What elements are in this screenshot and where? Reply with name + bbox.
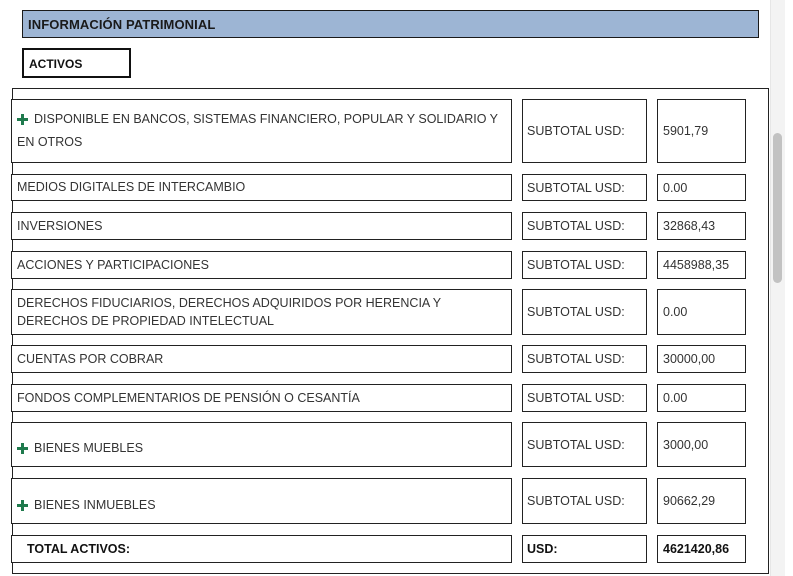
row-fondos-label-box — [11, 384, 512, 412]
scrollbar-thumb[interactable] — [773, 133, 782, 283]
row-muebles-value: 3000,00 — [657, 422, 746, 467]
row-label: FONDOS COMPLEMENTARIOS DE PENSIÓN O CESANTÍA — [17, 390, 360, 405]
row-cuentas-label-box — [11, 345, 512, 373]
row-disponible-value: 5901,79 — [657, 99, 746, 163]
total-label-box — [11, 535, 512, 563]
row-inmuebles-value: 90662,29 — [657, 478, 746, 524]
row-fondos-subtotal-label: SUBTOTAL USD: — [522, 384, 647, 412]
row-inversiones-subtotal-label: SUBTOTAL USD: — [522, 212, 647, 240]
row-derechos-label-box — [11, 289, 512, 335]
row-label: CUENTAS POR COBRAR — [17, 351, 164, 366]
row-inversiones-label-box — [11, 212, 512, 240]
row-label: ACCIONES Y PARTICIPACIONES — [17, 257, 209, 272]
row-muebles-label-box — [11, 422, 512, 467]
expand-plus-icon[interactable] — [17, 114, 28, 125]
section-header — [22, 10, 759, 38]
row-muebles-subtotal-label: SUBTOTAL USD: — [522, 422, 647, 467]
row-label: BIENES MUEBLES — [34, 441, 144, 455]
total-currency-label: USD: — [522, 535, 647, 563]
row-label: DISPONIBLE EN BANCOS, SISTEMAS FINANCIERO, POPULAR Y SOLIDARIO Y EN OTROS — [17, 112, 498, 149]
row-label: MEDIOS DIGITALES DE INTERCAMBIO — [17, 180, 246, 194]
row-fondos-value: 0.00 — [657, 384, 746, 412]
expand-plus-icon[interactable] — [17, 500, 28, 511]
row-disponible-subtotal-label: SUBTOTAL USD: — [522, 99, 647, 163]
row-acciones-label-box — [11, 251, 512, 279]
row-medios-subtotal-label: SUBTOTAL USD: — [522, 174, 647, 201]
row-label: INVERSIONES — [17, 218, 103, 233]
row-label: BIENES INMUEBLES — [34, 497, 156, 512]
section-title: INFORMACIÓN PATRIMONIAL — [28, 17, 216, 32]
row-label: DERECHOS FIDUCIARIOS, DERECHOS ADQUIRIDOS POR HERENCIA Y DERECHOS DE PROPIEDAD INTELECTUAL — [17, 296, 441, 328]
total-value: 4621420,86 — [657, 535, 746, 563]
row-cuentas-value: 30000,00 — [657, 345, 746, 373]
vertical-scrollbar[interactable] — [770, 0, 785, 576]
row-derechos-subtotal-label: SUBTOTAL USD: — [522, 289, 647, 335]
row-inversiones-value: 32868,43 — [657, 212, 746, 240]
row-disponible-label-box — [11, 99, 512, 163]
row-acciones-subtotal-label: SUBTOTAL USD: — [522, 251, 647, 279]
row-acciones-value: 4458988,35 — [657, 251, 746, 279]
total-label: TOTAL ACTIVOS: — [27, 542, 131, 556]
row-medios-label-box — [11, 174, 512, 201]
row-cuentas-subtotal-label: SUBTOTAL USD: — [522, 345, 647, 373]
row-inmuebles-subtotal-label: SUBTOTAL USD: — [522, 478, 647, 524]
tab-activos-label: ACTIVOS — [29, 57, 83, 71]
row-inmuebles-label-box — [11, 478, 512, 524]
tab-activos[interactable] — [22, 48, 131, 78]
expand-plus-icon[interactable] — [17, 443, 28, 454]
row-medios-value: 0.00 — [657, 174, 746, 201]
row-derechos-value: 0.00 — [657, 289, 746, 335]
